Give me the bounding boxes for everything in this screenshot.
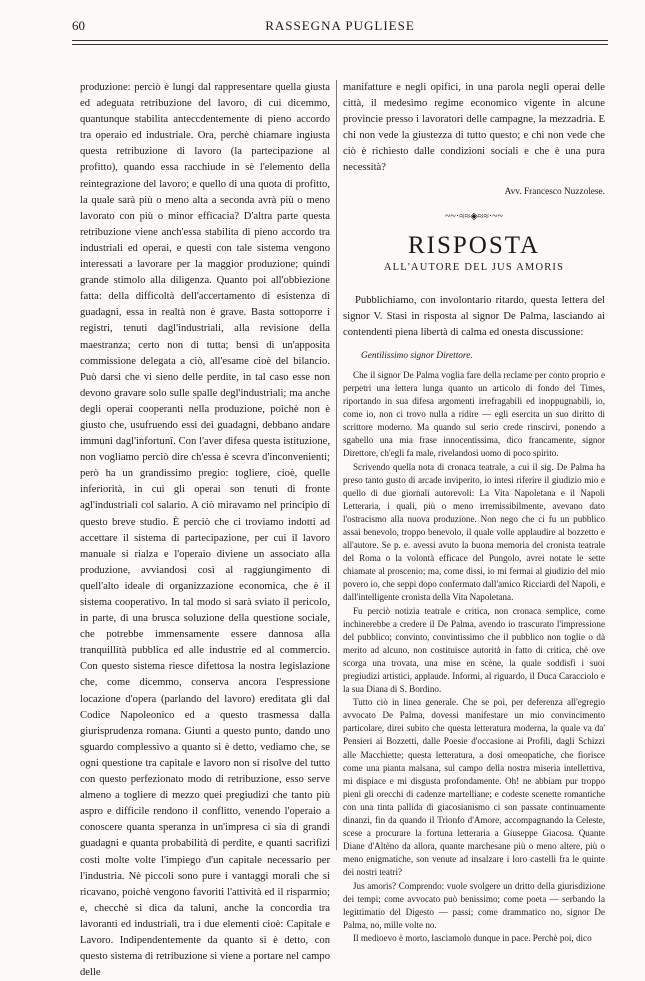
header-rule — [72, 40, 608, 45]
left-column — [80, 80, 330, 981]
left-column-text: produzione: perciò è lungi dal rappresentare quella giusta ed adeguata retribuzione del lavoro, di cui dicemmo, quantunque stabilita anteccdentemente di pieno accordo tra operaio ed industriale. Ora, perchè chiamare ingiusta questa retribuzione di lavoro (la partecipazione al profitto), quando essa racchiude in sè l'elemento della reintegrazione del lavoro; e quello di una quota di profitto, la quale sarà più o meno alta a seconda avrà più o meno lavorato con più o minor efficacia? D'altra parte questa retribuzione viene anch'essa stabilita di pieno accordo tra industriali ed operai, e questi con tale sistema vengono interessati a lavorare per la maggior produzione; quindi grande stimolo alla diligenza. Quanto poi all'obbiezione fatta: della difficoltà dell'accertamento di esistenza di guadagni, essa in realtà non è grave. Basta sottoporre i registri, tenuti dagl'industriali, alla revisione della maestranza; certo non di tutta; bensì di un'apposita commissione delegata a ciò, all'esame cioè del bilancio. Può darsi che vi sieno delle perdite, in tal caso esse non devono gravare solo sulle spalle degl'industriali; ma anche degli operai cooperanti nella produzione, poichè non è giusto che, usufruendo essi dei guadagni, debbano andare immuni dagl'infortunî. Con l'aver difesa questa istituzione, non vogliamo perciò dire ch'essa è scevra d'inconvenienti; però ha un grandissimo pregio: togliere, cioè, quelle inferiorità, in cui gli operai son tenuti di fronte agl'industriali col salario. A ciò miravamo nel principio di questo breve studio. È perciò che ci troviamo indotti ad accettare il sistema di partecipazione, per cui il lavoro manuale si rialza e l'operaio diviene un associato alla produzione, avviandosi così al raggiungimento di quell'alto ideale di organizzazione economica, che è il sistema cooperativo. In tal modo si sarà sviato il pericolo, in parte, di una brusca soluzione della questione sociale, che potrebbe immensamente essere dannosa alla tranquillità pubblica ed alle industrie ed al commercio. Con questo sistema riesce difettosa la nostra legislazione che, come dicemmo, conserva ancora l'espressione locazione d'opera (parlando del lavoro) ereditata gli dal Codice Napoleonico ed a questo trasmessa dalla giurisprudenza romana. Giunti a questo punto, dando uno sguardo complessivo a quanto si è detto, vediamo che, se ogni questione tra capitale e lavoro non si risolve del tutto con questo perfezionato modo di retribuzione, esso serve almeno a togliere di mezzo quei pregiudizi che tanto più aspro e difficile rendono il conflitto, venendo l'operaio a conoscere quanta speranza in un'impresa ci sia di grandi guadagni e quanta probabilità di perdite, e quanti sacrifizi costi molte volte l'impiego d'un capitale necessario per l'industria. Nè piccoli sono pure i vantaggi morali che si ricavano, poichè vengono favoriti l'attività ed il risparmio; e, checchè si dica da taluni, anche la concordia tra lavoranti ed industriali, tra i due elementi cioè: Capitale e Lavoro. Indipendentemente da quanto si è detto, con questo sistema di retribuzione si viene a portare nel campo delle — [80, 82, 330, 979]
continuation-text: manifatture e negli opifici, in una parola negli operai delle città, il medesimo regime economico vigente in alcune provincie presso i lavoratori delle campagne, la mezzadria. E chi non vede la giustezza di tutto questo; e chi non vede che ciò è richiesto dalle condizioni sociali e che è una pura necessità? — [343, 82, 605, 174]
letter-paragraph: Scrivendo quella nota di cronaca teatrale, a cui il sig. De Palma ha preso tanto gusto di arcade inviperito, io intesi riferire il giudizio mio e quello di due giornali autorevoli: La Vita Napoletana e il Napoli Letteraria, i quali, più o meno irremissibilmente, avevano dato l'ostracismo alla nuova produzione. Non nego che ci fu un pubblico assai benevolo, troppo benevolo, il quale volle applaudire al bozzetto e all'autore. Se p. e. avessi avuto la buona memoria del cronista teatrale del Roma o la volontà efficace del Pungolo, avrei notate le sette chiamate al proscenio; ma, come dissi, io mi fermai al giudizio del mio povero io, che seppi dopo confermato dall'amico Ricciardi del Napoli, e dall'intelligente cronista della Vita Napoletana. — [343, 461, 605, 603]
letter-paragraph: Jus amoris? Comprendo: vuole svolgere un dritto della giurisdizione dei tempi; come avvocato può benissimo; come poeta — serbando la legittimatio del Digesto — passi; come drammatico no, signor De Palma, no, mille volte no. — [343, 880, 605, 930]
letter-paragraph: Che il signor De Palma voglia fare della reclame per conto proprio e perpetri una lettera lunga quanto un articolo di fondo del Times, riportando in sua difesa argomenti irrefragabili ed inoppugnabili, io, come io, non ci trovo nulla a ridire — egli esercita un suo diritto di scrittore moderno. Ma quando sul serio crede rinscirvi, ponendo a sgabello una mia frase innocentissima, dico francamente, signor Direttore, ch'egli fa male, rivelandosi uomo di poco spirito. — [343, 369, 605, 459]
page-header — [72, 18, 608, 36]
author-signature: Avv. Francesco Nuzzolese. — [504, 186, 605, 197]
page-number: 60 — [72, 18, 85, 33]
running-title: RASSEGNA PUGLIESE — [265, 18, 415, 33]
section-subtitle: ALL'AUTORE DEL JUS AMORIS — [383, 261, 565, 273]
letter-paragraph: Il medioevo è morto, lasciamolo dunque in pace. Perchè poi, dico — [353, 932, 592, 943]
column-divider — [336, 80, 337, 850]
letter-salutation: Gentilissimo signor Direttore. — [361, 350, 473, 361]
ornament-divider: ~~·≈≈◈≈≈·~~ — [445, 210, 503, 222]
section-title: RISPOSTA — [407, 231, 541, 259]
letter-paragraph: Fu perciò notizia teatrale e critica, non cronaca semplice, come inchinerebbe a credere il De Palma, avendo io trascurato l'impressione del pubblico; convinto, convintissimo che il pubblico non toglie o dà merito ad alcuno, non costituisce autorità in fatto di critica, chè ove scorga una trovata, una mise en scène, la quale soddisfi i suoi pregiudizi artistici, applaude. Informi, al riguardo, il Duca Caracciolo e la sua Diana di S. Bordino. — [343, 605, 605, 695]
right-column — [343, 80, 605, 945]
editor-note: Pubblichiamo, con involontario ritardo, questa lettera del signor V. Stasi in risposta al signor De Palma, lasciando ai contendenti piena libertà di calma ed onesta discussione: — [343, 294, 605, 338]
letter-paragraph: Tutto ciò in linea generale. Che se poi, per deferenza all'egregio avvocato De Palma, dovessi manifestare un mio convincimento particolare, direi subito che questa letteratura moderna, la quale va da' Pensieri ai Bozzetti, dalle Poesie d'occasione ai Profili, dagli Schizzi alle Macchiette; questa letteratura, a dosi omeopatiche, che fiorisce come una pianta malsana, sul campo della nostra miseria intellettiva, mi dispiace e mi disgusta profondamente. Oh! ne abbiam pur troppo pieni gli orecchi di cadenze martelliane; e codeste scenette romantiche con una tinta pallida di giacosianismo ci son passate continuamente dinanzi, fin da quando il Trionfo d'Amore, accompagnando la Celeste, scese a procurare la fortuna letteraria a Giuseppe Giacosa. Quante Diane d'Altèno da allora, quante marchesane più o meno altere, più o meno enigmatiche, son venute ad insalzare i loro castelli fra le quinte dei nostri teatri? — [343, 697, 605, 878]
